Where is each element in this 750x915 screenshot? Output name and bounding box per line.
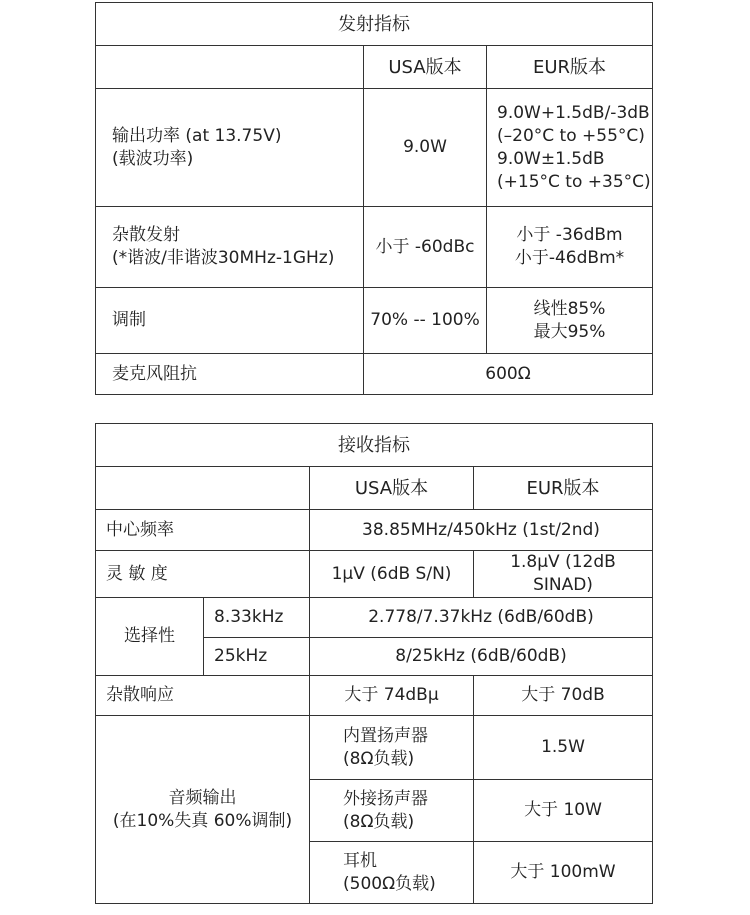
receive-spec-table [95, 423, 653, 904]
transmit-header-usa: USA版本 [364, 46, 487, 89]
row-label: 输出功率 (at 13.75V) (载波功率) [96, 89, 364, 207]
transmit-header-eur: EUR版本 [487, 46, 653, 89]
eur-value: 小于 -36dBm 小于-46dBm* [487, 207, 653, 288]
row-label: 灵 敏 度 [96, 551, 310, 598]
sub-label: 外接扬声器 (8Ω负载) [310, 780, 474, 842]
transmit-spec-table [95, 2, 653, 395]
table-row [96, 551, 653, 598]
usa-value: 大于 74dBμ [310, 676, 474, 716]
table-row [96, 207, 653, 288]
row-label: 杂散发射 (*谐波/非谐波30MHz-1GHz) [96, 207, 364, 288]
value: 1.5W [474, 716, 653, 780]
table-row [96, 676, 653, 716]
eur-value: 线性85% 最大95% [487, 288, 653, 354]
table-row [96, 598, 653, 638]
usa-value: 9.0W [364, 89, 487, 207]
sub-label: 内置扬声器 (8Ω负载) [310, 716, 474, 780]
shared-value: 2.778/7.37kHz (6dB/60dB) [310, 598, 653, 638]
eur-value: 9.0W+1.5dB/-3dB (–20°C to +55°C) 9.0W±1.5dB (+15°C to +35°C) [487, 89, 653, 207]
transmit-header-blank [96, 46, 364, 89]
usa-value: 1μV (6dB S/N) [310, 551, 474, 598]
receive-header-blank [96, 467, 310, 510]
table-row [96, 716, 653, 780]
table-row [96, 510, 653, 551]
table-row [96, 288, 653, 354]
receive-title: 接收指标 [96, 424, 653, 467]
row-label: 中心频率 [96, 510, 310, 551]
shared-value: 8/25kHz (6dB/60dB) [310, 638, 653, 676]
shared-value: 38.85MHz/450kHz (1st/2nd) [310, 510, 653, 551]
row-label: 麦克风阻抗 [96, 354, 364, 395]
usa-value: 70% -- 100% [364, 288, 487, 354]
row-label: 选择性 [96, 598, 204, 676]
receive-header-usa: USA版本 [310, 467, 474, 510]
table-row [96, 89, 653, 207]
row-label: 音频输出 (在10%失真 60%调制) [96, 716, 310, 904]
transmit-title: 发射指标 [96, 3, 653, 46]
table-row [96, 354, 653, 395]
sub-label: 耳机 (500Ω负载) [310, 842, 474, 904]
sub-label: 8.33kHz [204, 598, 310, 638]
row-label: 调制 [96, 288, 364, 354]
eur-value: 大于 70dB [474, 676, 653, 716]
shared-value: 600Ω [364, 354, 653, 395]
value: 大于 100mW [474, 842, 653, 904]
row-label: 杂散响应 [96, 676, 310, 716]
receive-header-eur: EUR版本 [474, 467, 653, 510]
value: 大于 10W [474, 780, 653, 842]
eur-value: 1.8μV (12dB SINAD) [474, 551, 653, 598]
usa-value: 小于 -60dBc [364, 207, 487, 288]
sub-label: 25kHz [204, 638, 310, 676]
